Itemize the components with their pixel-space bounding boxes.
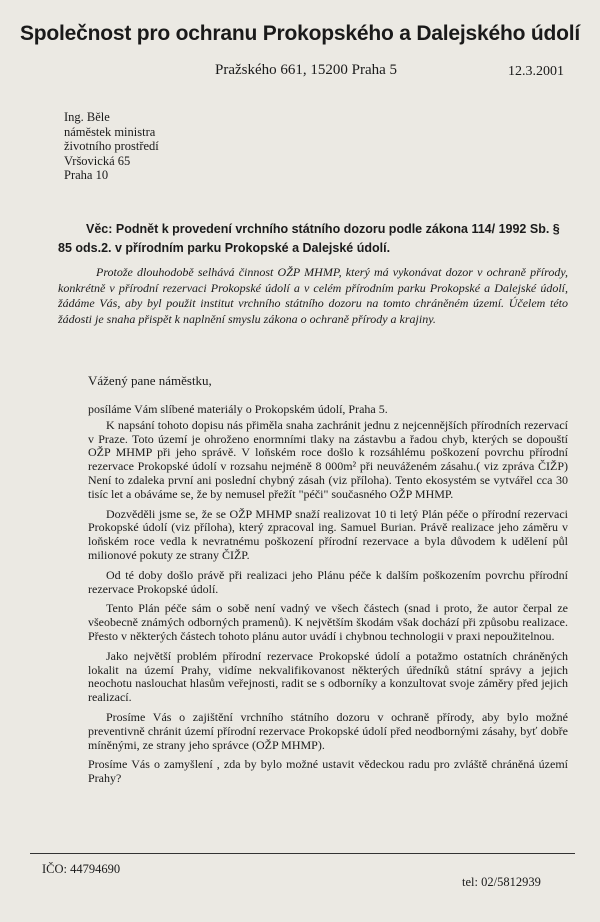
salutation: Vážený pane náměstku, bbox=[88, 373, 212, 388]
subject-line: 85 ods.2. v přírodním parku Prokopské a Dalejské údolí. bbox=[58, 241, 391, 255]
phone-number: tel: 02/5812939 bbox=[462, 875, 541, 889]
body-paragraph: Dozvěděli jsme se, že se OŽP MHMP snaží realizovat 10 ti letý Plán péče o přírodní rezervaci Prokopské údolí (viz příloha), který zpracoval ing. Samuel Burian. Právě realizace jeho záměru v loňském roce vedla k nevratnému poškození přírodní rezervace a byla důvodem k udělení půl milionové pokuty ze strany ČIŽP. bbox=[88, 506, 568, 562]
recipient-line: Praha 10 bbox=[64, 168, 109, 182]
recipient-line: životního prostředí bbox=[64, 139, 159, 153]
body-paragraph: Prosíme Vás o zajištění vrchního státního dozoru v ochraně přírody, aby bylo možné preventivně chránit území přírodní rezervace Prokopské údolí před neodbornými zásahy, byť dobře míněnými, ze strany jeho správce (OŽP MHMP). bbox=[88, 709, 568, 752]
footer-divider bbox=[30, 853, 575, 854]
intro-text: Protože dlouhodobě selhává činnost OŽP MHMP, který má vykonávat dozor v ochraně přírody, konkrétně v přírodní rezervaci Prokopské údolí a v celém přírodním parku Prokopské a Dalejské údolí, žádáme Vás, aby byl použit institut vrchního státního dozoru na tomto chráněném území. Účelem této žádosti je snaha přispět k naplnění smyslu zákona o ochraně přírody a krajiny. bbox=[58, 265, 568, 326]
letter-date: 12.3.2001 bbox=[508, 64, 564, 79]
body-paragraph: Jako největší problém přírodní rezervace Prokopské údolí a potažmo ostatních chráněných lokalit na území Prahy, vidíme nekvalifikovanost některých úředníků státní správy a jejich neochotu naslouchat hlasům veřejnosti, radit se s odborníky a konzultovat svoje záměry před jejich realizací. bbox=[88, 648, 568, 705]
recipient-line: náměstek ministra bbox=[64, 124, 156, 139]
body-paragraph: K napsání tohoto dopisu nás přiměla snaha zachránit jednu z nejcennějších přírodních rezervací v Praze. Toto území je ohroženo enormními tlaky na zástavbu a řadou chyb, kterých se dopouští OŽP MHMP při jeho správě. V loňském roce došlo k rozsáhlému poškození povrchu přírodní rezervace Prokopské údolí v rozsahu nejméně 8 000m² při neuváženém zásahu.( viz zpráva ČIŽP) Není to zdaleka první ani poslední chybný zásah (viz příloha). Tento ekosystém se vytvářel cca 30 tisíc let a obáváme se, že by nemusel přežít "péči" současného OŽP MHMP. bbox=[88, 417, 568, 501]
body-paragraph: Prosíme Vás o zamyšlení , zda by bylo možné ustavit vědeckou radu pro zvláště chráněná území Prahy? bbox=[88, 757, 568, 786]
recipient-line: Ing. Běle bbox=[64, 110, 110, 124]
subject-block bbox=[58, 220, 570, 258]
body-paragraph: Tento Plán péče sám o sobě není vadný ve všech částech (snad i proto, že autor čerpal ze všeobecně známých odborných pramenů). K největším škodám však dochází při způsobu realizace. Přesto v některých částech tohoto plánu autor uvádí i chybnou technologii v praxi nepoužitelnou. bbox=[88, 601, 568, 643]
company-id: IČO: 44794690 bbox=[42, 862, 121, 876]
sender-address: Pražského 661, 15200 Praha 5 bbox=[215, 62, 398, 78]
letter-body bbox=[88, 403, 568, 788]
organization-title: Společnost pro ochranu Prokopského a Dalejského údolí bbox=[19, 22, 580, 45]
intro-paragraph bbox=[58, 265, 568, 327]
subject-line: Věc: Podnět k provedení vrchního státního dozoru podle zákona 114/ 1992 Sb. § bbox=[86, 222, 560, 236]
body-paragraph: Od té doby došlo právě při realizaci jeho Plánu péče k dalším poškozením povrchu přírodní rezervace Prokopské údolí. bbox=[88, 567, 568, 596]
recipient-line: Vršovická 65 bbox=[64, 153, 131, 168]
body-paragraph: posíláme Vám slíbené materiály o Prokopském údolí, Praha 5. bbox=[88, 402, 388, 416]
recipient-block bbox=[64, 110, 159, 183]
